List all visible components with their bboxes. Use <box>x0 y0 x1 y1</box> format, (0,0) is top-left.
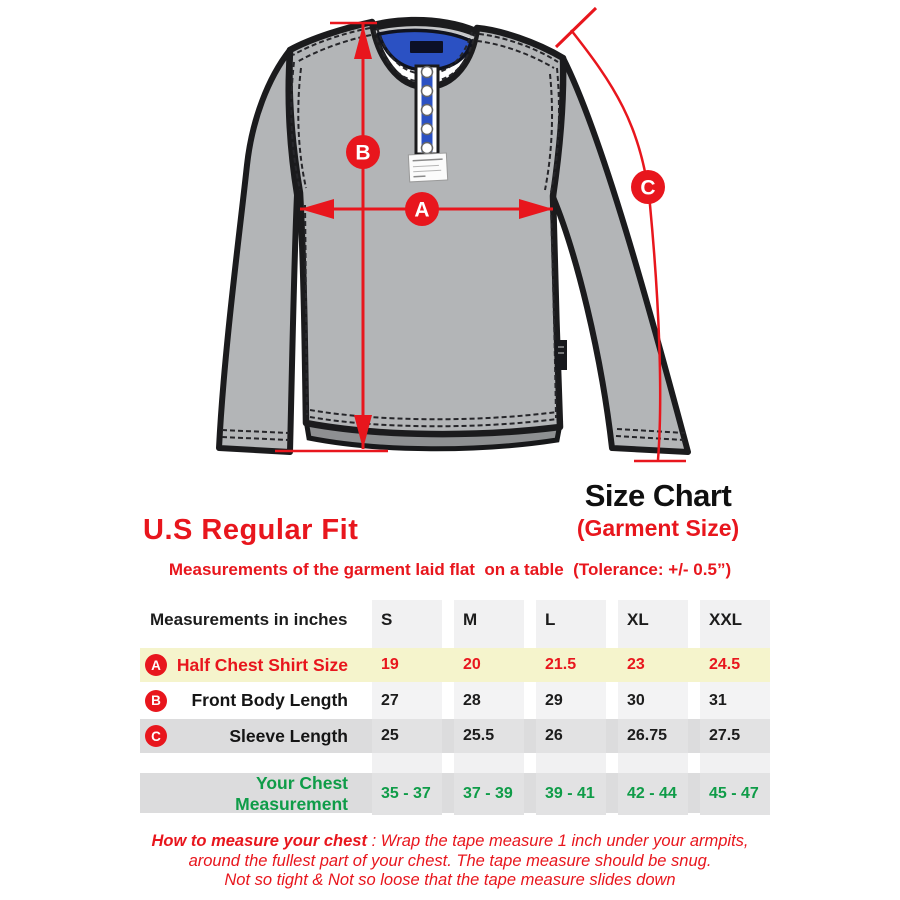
how-to-lead: How to measure your chest <box>151 832 367 850</box>
size-col-header-xxl: XXL <box>700 600 770 640</box>
size-chart-title-block <box>540 478 776 542</box>
badge-b-letter: B <box>355 141 371 165</box>
button <box>422 143 433 154</box>
size-value-cell: 25 <box>372 719 442 753</box>
how-to-line-2: around the fullest part of your chest. The tape measure should be snug. <box>188 851 712 870</box>
table-header-row <box>140 600 770 640</box>
size-value-cell: 26 <box>536 719 606 753</box>
size-table <box>140 600 770 813</box>
care-label <box>408 153 447 182</box>
size-col-header-s: S <box>372 600 442 640</box>
measure-note: Measurements of the garment laid flat on a table (Tolerance: +/- 0.5”) <box>168 560 732 579</box>
size-value-cell: 35 - 37 <box>372 773 442 815</box>
size-value-cell: 30 <box>618 682 688 719</box>
row-label: Your Chest Measurement <box>235 773 348 814</box>
row-chest-measurement <box>140 773 770 813</box>
side-tag <box>555 340 567 370</box>
size-value-cell: 19 <box>381 656 399 673</box>
how-to-line-3: Not so tight & Not so loose that the tape measure slides down <box>224 871 676 889</box>
size-value-cell: 23 <box>627 656 645 673</box>
size-value-cell: 21.5 <box>545 656 577 673</box>
size-value-cell: 28 <box>454 682 524 719</box>
size-value-cell: 26.75 <box>618 719 688 753</box>
row-badge-b: B <box>145 690 167 712</box>
row-label: Front Body Length <box>191 690 348 710</box>
fit-title: U.S Regular Fit <box>143 514 359 546</box>
row-half-chest <box>140 648 770 682</box>
neck-label <box>410 41 443 53</box>
size-chart-title: Size Chart <box>584 478 732 513</box>
size-col-header-m: M <box>454 600 524 640</box>
size-value-cell: 20 <box>463 656 481 673</box>
how-to-line-1-rest: : Wrap the tape measure 1 inch under your armpits, <box>366 832 749 850</box>
size-value-cell: 39 - 41 <box>536 773 606 815</box>
size-value-cell: 45 - 47 <box>700 773 770 815</box>
button-placket <box>416 66 438 154</box>
button <box>422 124 433 135</box>
size-value-cell: 37 - 39 <box>454 773 524 815</box>
button <box>422 86 433 97</box>
left-sleeve <box>219 50 297 452</box>
button <box>422 67 433 78</box>
row-label: Sleeve Length <box>229 725 348 746</box>
table-header-label: Measurements in inches <box>150 610 348 629</box>
size-value-cell: 42 - 44 <box>618 773 688 815</box>
button <box>422 105 433 116</box>
badge-c-letter: C <box>640 176 656 200</box>
how-to-line-1 <box>0 832 900 852</box>
size-col-header-xl: XL <box>618 600 688 640</box>
size-value-cell: 27 <box>372 682 442 719</box>
row-badge-a: A <box>145 654 167 676</box>
size-value-cell: 24.5 <box>709 656 741 673</box>
table-spacer-row <box>140 640 770 648</box>
row-badge-c: C <box>145 725 167 747</box>
table-spacer-row <box>140 753 770 773</box>
size-value-cell: 31 <box>700 682 770 719</box>
garment-size-subtitle: (Garment Size) <box>576 515 740 541</box>
size-col-header-l: L <box>536 600 606 640</box>
size-value-cell: 25.5 <box>454 719 524 753</box>
how-to-measure-note <box>0 832 900 891</box>
right-sleeve <box>553 58 688 452</box>
row-label: Half Chest Shirt Size <box>176 654 348 675</box>
row-sleeve-length <box>140 719 770 753</box>
size-value-cell: 27.5 <box>700 719 770 753</box>
row-front-body-length <box>140 682 770 719</box>
badge-a-letter: A <box>414 198 430 222</box>
size-value-cell: 29 <box>536 682 606 719</box>
